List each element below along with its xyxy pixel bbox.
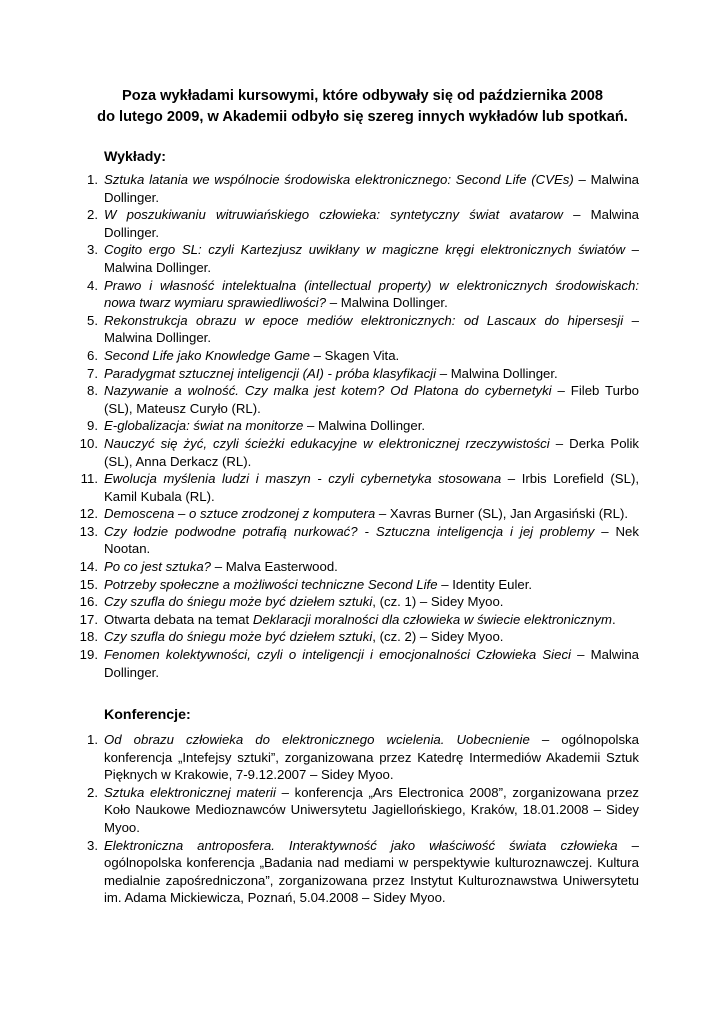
item-title: Sztuka elektronicznej materii	[104, 784, 276, 800]
item-title: Czy łodzie podwodne potrafią nurkować? - Sztuczna inteligencja i jej problemy	[104, 523, 595, 539]
lectures-list	[0, 171, 725, 681]
list-item	[0, 312, 725, 347]
item-number: 3.	[87, 242, 98, 258]
item-author: – Malwina Dollinger.	[303, 418, 426, 434]
item-title: Po co jest sztuka?	[104, 559, 212, 575]
item-text	[104, 558, 639, 576]
item-number: 9.	[87, 418, 98, 434]
item-title: W poszukiwaniu witruwiańskiego człowieka: syntetyczny świat avatarow	[104, 207, 563, 223]
item-number: 15.	[79, 576, 98, 592]
item-number: 14.	[79, 559, 98, 575]
item-author: – Identity Euler.	[437, 576, 533, 592]
item-author: – Malwina Dollinger.	[104, 242, 639, 275]
item-author: – ogólnopolska konferencja „Intefejsy sztuki”, zorganizowana przez Katedrę Intermediów Akademii Sztuk Pięknych w Krakowie, 7-9.12.2007 – Sidey Myoo.	[104, 732, 639, 783]
item-author: – Malwina Dollinger.	[104, 647, 639, 680]
item-number: 1.	[87, 732, 98, 747]
item-title: Ewolucja myślenia ludzi i maszyn - czyli cybernetyka stosowana	[104, 471, 502, 487]
item-number: 18.	[79, 629, 98, 645]
list-item	[0, 558, 725, 576]
item-text	[104, 171, 639, 206]
item-text	[104, 435, 639, 470]
item-title: Potrzeby społeczne a możliwości techniczne Second Life	[104, 576, 438, 592]
item-number: 16.	[79, 594, 98, 610]
item-prefix: Otwarta debata na temat	[104, 611, 253, 627]
item-title: Od obrazu człowieka do elektronicznego wcielenia. Uobecnienie	[104, 732, 530, 747]
list-item	[0, 593, 725, 611]
item-author: .	[611, 611, 616, 627]
item-title: E-globalizacja: świat na monitorze	[104, 418, 304, 434]
item-author: – Malwina Dollinger.	[436, 365, 558, 381]
list-item	[0, 365, 725, 383]
conferences-list	[0, 731, 725, 907]
item-number: 6.	[87, 347, 98, 363]
list-item	[0, 576, 725, 594]
title-line-2: do lutego 2009, w Akademii odbyło się szereg innych wykładów lub spotkań.	[97, 109, 628, 125]
lectures-heading: Wykłady:	[104, 149, 167, 165]
list-item	[0, 611, 725, 629]
list-item	[0, 731, 725, 784]
list-item	[0, 171, 725, 206]
item-text	[104, 347, 639, 365]
item-text	[104, 593, 639, 611]
item-number: 8.	[87, 383, 98, 399]
item-author: – Derka Polik (SL), Anna Derkacz (RL).	[104, 435, 639, 469]
item-text	[104, 784, 639, 837]
item-text	[104, 277, 639, 312]
list-item	[0, 435, 725, 470]
item-number: 17.	[79, 611, 98, 627]
item-title: Sztuka latania we wspólnocie środowiska elektronicznego: Second Life (CVEs)	[104, 172, 574, 187]
list-item	[0, 505, 725, 523]
item-text	[104, 312, 639, 347]
list-item	[0, 784, 725, 837]
item-number: 4.	[87, 277, 98, 293]
item-title: Nazywanie a wolność. Czy malka jest kotem? Od Platona do cybernetyki	[104, 383, 552, 399]
item-title: Nauczyć się żyć, czyli ścieżki edukacyjne w elektronicznej rzeczywistości	[104, 435, 550, 451]
page-title	[60, 86, 665, 128]
item-title: Paradygmat sztucznej inteligencji (AI) - próba klasyfikacji	[104, 365, 437, 381]
item-title: Second Life jako Knowledge Game	[104, 347, 311, 363]
item-number: 2.	[87, 784, 98, 800]
item-text	[104, 523, 639, 558]
item-text	[104, 470, 639, 505]
list-item	[0, 628, 725, 646]
item-author: , (cz. 1) – Sidey Myoo.	[372, 594, 504, 610]
item-author: , (cz. 2) – Sidey Myoo.	[372, 629, 504, 645]
item-number: 11.	[80, 471, 98, 487]
item-text	[104, 365, 639, 383]
item-text	[104, 206, 639, 241]
item-author: – Xavras Burner (SL), Jan Argasiński (RL).	[375, 506, 629, 522]
list-item	[0, 347, 725, 365]
list-item	[0, 241, 725, 276]
item-number: 19.	[79, 647, 98, 663]
list-item	[0, 206, 725, 241]
item-number: 2.	[87, 207, 98, 223]
item-author: – Nek Nootan.	[104, 523, 639, 557]
list-item	[0, 837, 725, 907]
list-item	[0, 277, 725, 312]
item-author: – ogólnopolska konferencja „Badania nad mediami w perspektywie kulturoznawczej. Kultura medialnie zapośredniczona”, zorganizowana przez Instytut Kulturoznawstwa Uniwersytetu im. Adama Mickiewicza, Poznań, 5.04.2008 – Sidey Myoo.	[104, 837, 640, 906]
list-item	[0, 417, 725, 435]
item-author: – Malwina Dollinger.	[104, 172, 639, 205]
item-number: 13.	[79, 523, 98, 539]
item-text	[104, 731, 639, 784]
item-title: Czy szufla do śniegu może być dziełem sztuki	[104, 629, 373, 645]
item-text	[104, 576, 639, 594]
item-text	[104, 837, 639, 907]
item-title: Prawo i własność intelektualna (intellectual property) w elektronicznych środowiskach: nowa twarz wymiaru sprawiedliwości?	[104, 277, 639, 311]
item-title: Elektroniczna antroposfera. Interaktywność jako właściwość świata człowieka	[104, 837, 618, 853]
item-title: Czy szufla do śniegu może być dziełem sztuki	[104, 594, 373, 610]
item-title: Deklaracji moralności dla człowieka w świecie elektronicznym	[252, 611, 612, 627]
item-text	[104, 417, 639, 435]
item-text	[104, 505, 639, 523]
item-number: 1.	[87, 172, 98, 187]
list-item	[0, 523, 725, 558]
item-number: 7.	[87, 365, 98, 381]
item-text	[104, 628, 639, 646]
item-author: – Malwina Dollinger.	[104, 207, 639, 240]
item-number: 12.	[79, 506, 98, 522]
item-text	[104, 382, 639, 417]
item-number: 5.	[87, 312, 98, 328]
conferences-heading: Konferencje:	[104, 707, 191, 723]
item-author: – Irbis Lorefield (SL), Kamil Kubala (RL).	[104, 471, 639, 504]
list-item	[0, 382, 725, 417]
title-line-1: Poza wykładami kursowymi, które odbywały się od października 2008	[122, 88, 603, 104]
item-text	[104, 646, 639, 681]
item-author: – Fileb Turbo (SL), Mateusz Curyło (RL).	[104, 383, 640, 416]
item-title: Fenomen kolektywności, czyli o inteligencji i emocjonalności Człowieka Sieci	[104, 647, 571, 663]
item-title: Demoscena – o sztuce zrodzonej z komputera	[104, 506, 376, 522]
item-text	[104, 241, 639, 276]
item-title: Rekonstrukcja obrazu w epoce mediów elektronicznych: od Lascaux do hipersesji	[104, 312, 624, 328]
item-title: Cogito ergo SL: czyli Kartezjusz uwikłany w magiczne kręgi elektronicznych światów	[104, 242, 625, 258]
item-author: – Skagen Vita.	[310, 347, 400, 363]
list-item	[0, 646, 725, 681]
item-author: – Malwina Dollinger.	[104, 312, 640, 346]
item-number: 3.	[87, 837, 98, 853]
item-text	[104, 611, 639, 629]
item-author: – Malwina Dollinger.	[326, 295, 448, 311]
list-item	[0, 470, 725, 505]
item-author: – konferencja „Ars Electronica 2008”, zorganizowana przez Koło Naukowe Medioznawców Uniwersytetu Jagiellońskiego, Kraków, 18.01.2008 – Sidey Myoo.	[104, 784, 639, 835]
item-author: – Malva Easterwood.	[211, 559, 338, 575]
item-number: 10.	[79, 435, 98, 451]
